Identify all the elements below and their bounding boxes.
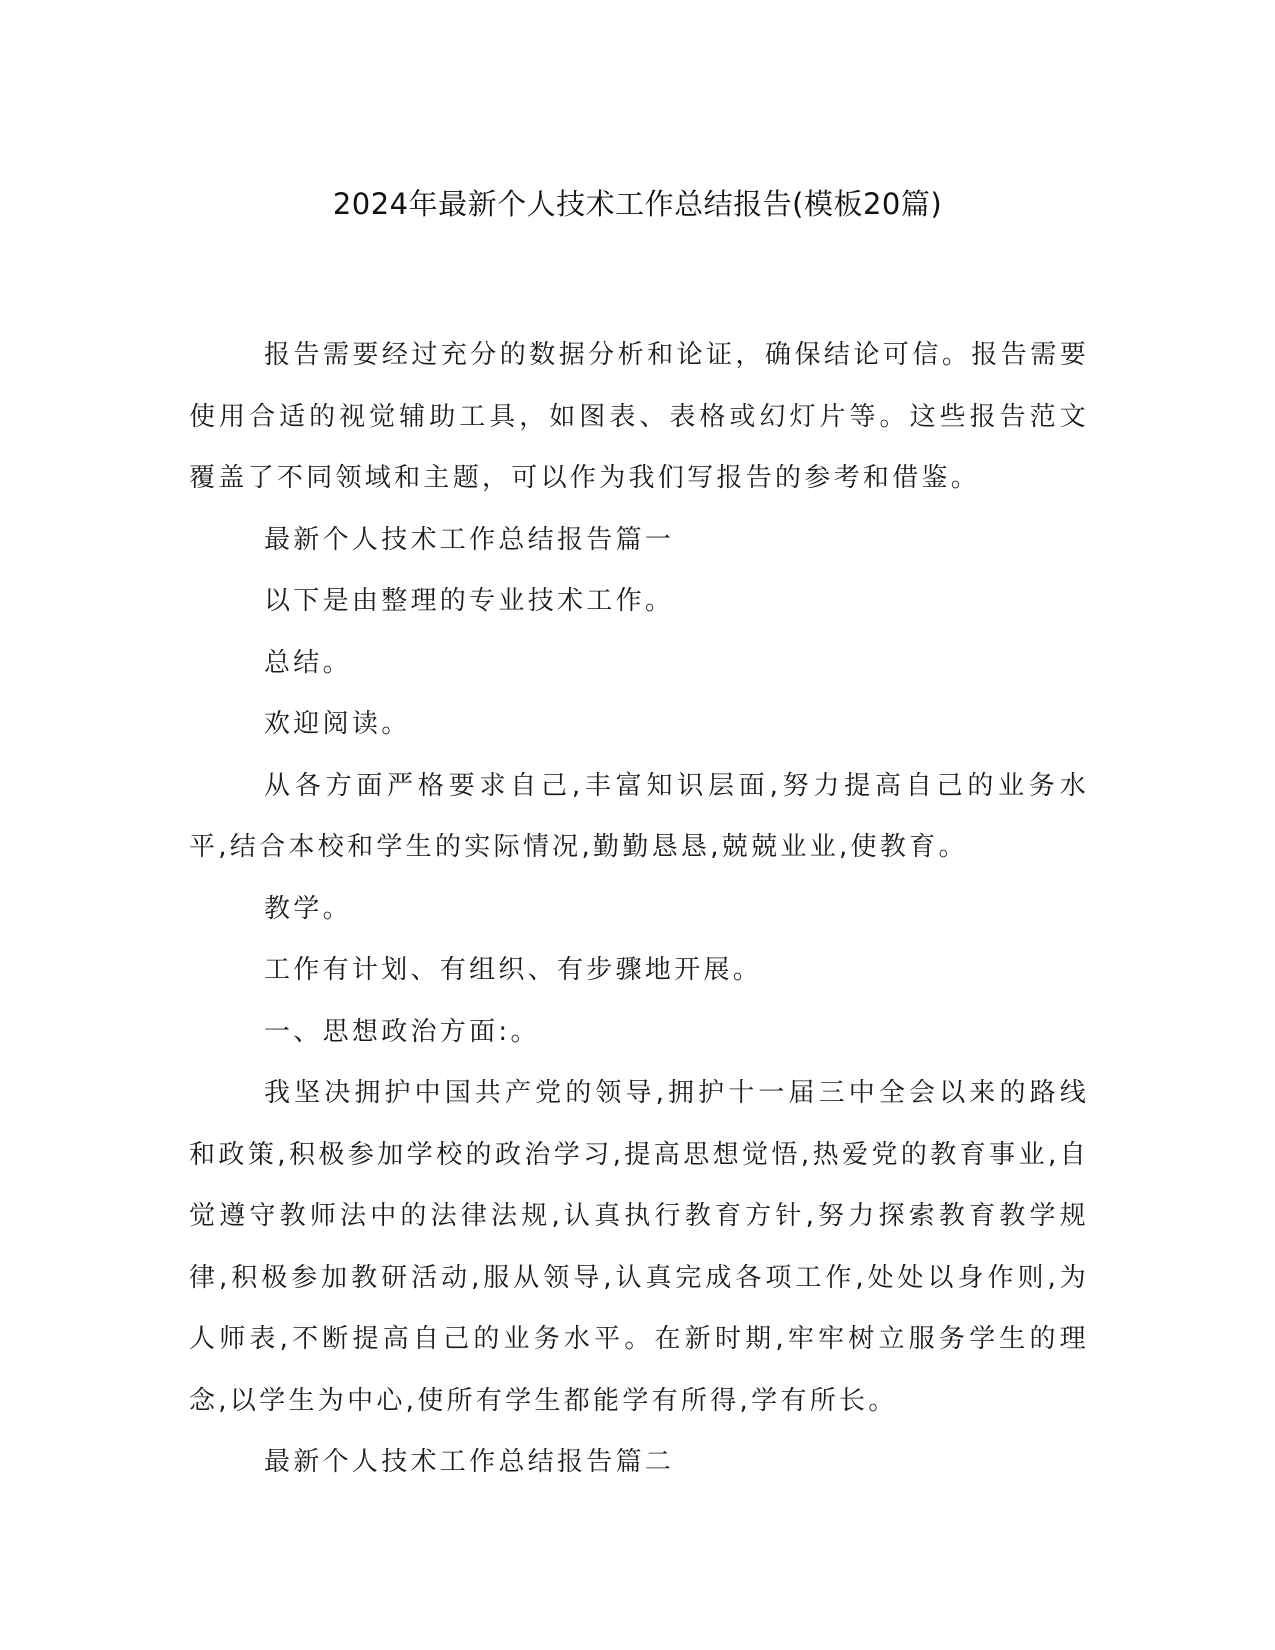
body-paragraph: 教学。: [264, 893, 352, 924]
intro-paragraph: 报告需要经过充分的数据分析和论证，确保结论可信。报告需要使用合适的视觉辅助工具，如图表、表格或幻灯片等。这些报告范文覆盖了不同领域和主题，可以作为我们写报告的参考和借鉴。: [189, 340, 1089, 493]
body-paragraph: 我坚决拥护中国共产党的领导,拥护十一届三中全会以来的路线和政策,积极参加学校的政治学习,提高思想觉悟,热爱党的教育事业,自觉遵守教师法中的法律法规,认真执行教育方针,努力探索教育教学规律,积极参加教研活动,服从领导,认真完成各项工作,处处以身作则,为人师表,不断提高自己的业务水平。在新时期,牢牢树立服务学生的理念,以学生为中心,使所有学生都能学有所得,学有所长。: [189, 1078, 1089, 1416]
document-title: 2024年最新个人技术工作总结报告(模板20篇): [332, 187, 943, 221]
body-paragraph: 以下是由整理的专业技术工作。: [264, 586, 675, 616]
body-paragraph: 工作有计划、有组织、有步骤地开展。: [264, 955, 763, 985]
body-paragraph: 从各方面严格要求自己,丰富知识层面,努力提高自己的业务水平,结合本校和学生的实际情况,勤勤恳恳,兢兢业业,使教育。: [189, 770, 1089, 862]
section-heading-part-one: 最新个人技术工作总结报告篇一: [264, 524, 675, 555]
section-heading-part-two: 最新个人技术工作总结报告篇二: [264, 1447, 675, 1477]
subsection-heading: 一、思想政治方面:。: [264, 1016, 540, 1047]
document-body: [189, 325, 1089, 1494]
body-paragraph: 总结。: [264, 647, 352, 678]
body-paragraph: 欢迎阅读。: [264, 709, 411, 739]
